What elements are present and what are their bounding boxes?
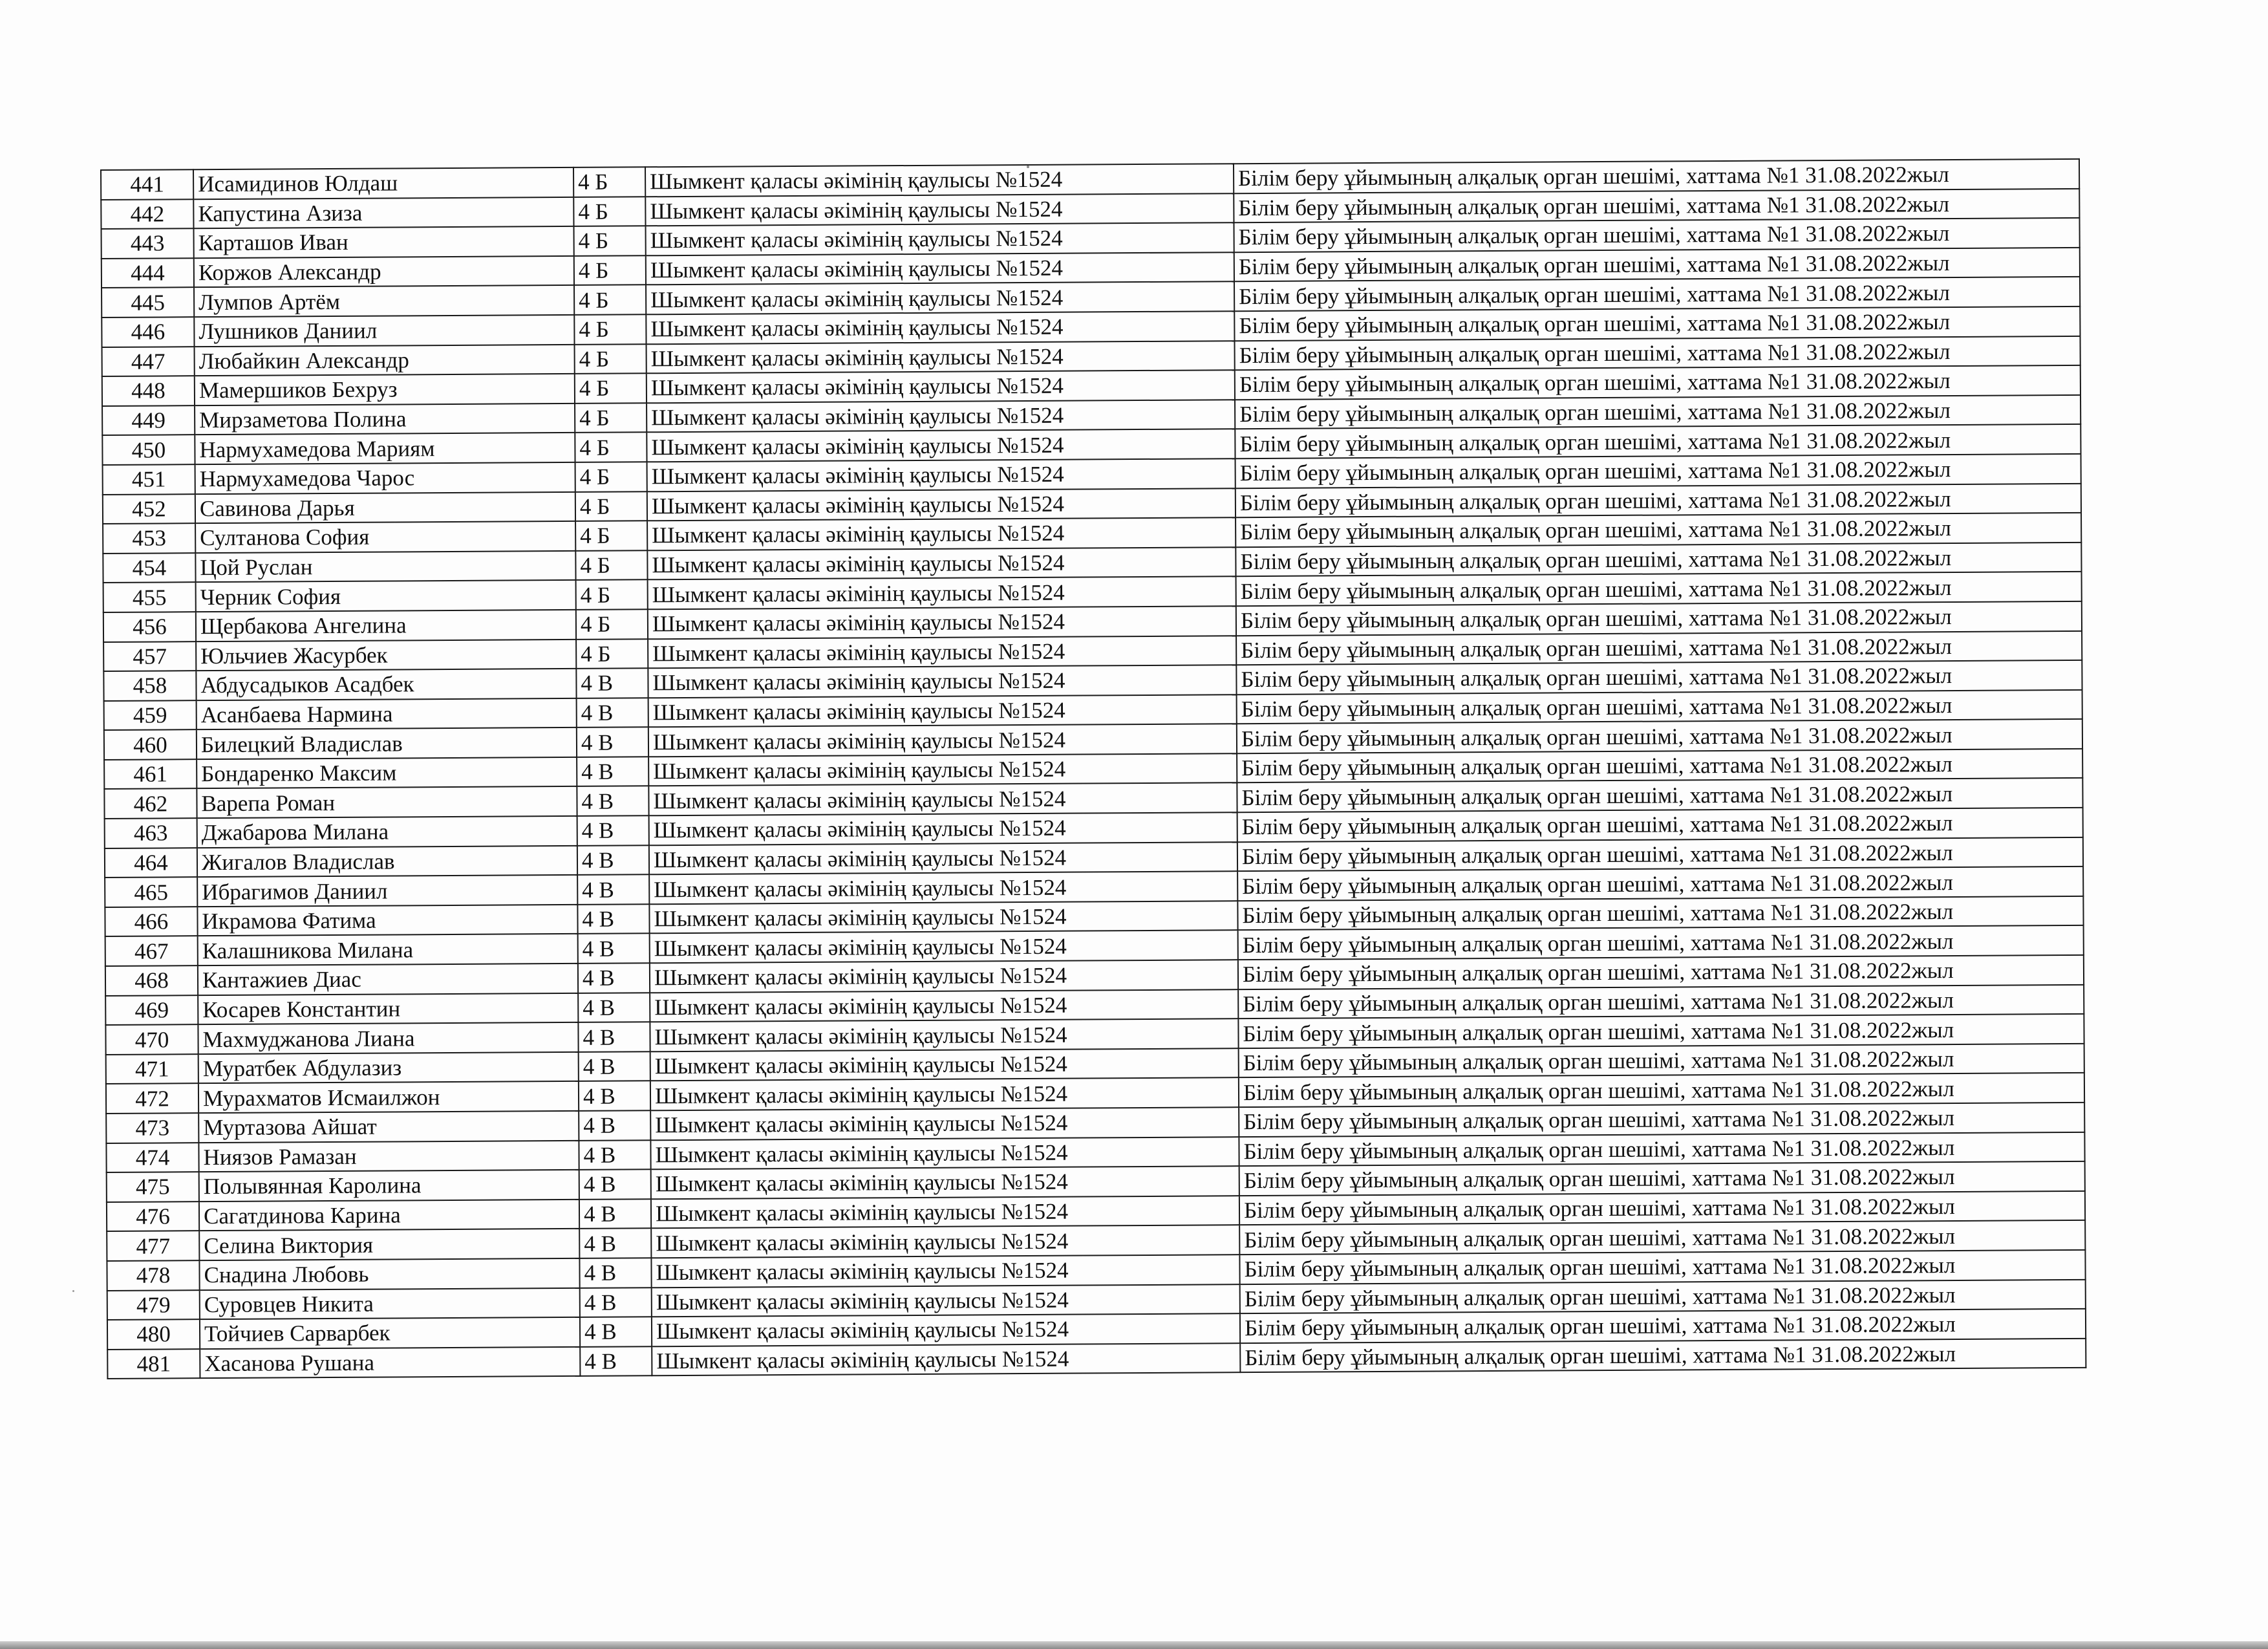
- class-label: 4 В: [579, 1110, 650, 1140]
- scan-speck: [72, 1290, 74, 1292]
- protocol-reference: Білім беру ұйымының алқалық орган шешімі, хаттама №1 31.08.2022жыл: [1239, 1132, 2084, 1166]
- student-name: Юльчиев Жасурбек: [196, 639, 576, 671]
- protocol-reference: Білім беру ұйымының алқалық орган шешімі, хаттама №1 31.08.2022жыл: [1235, 336, 2081, 370]
- row-number: 468: [105, 965, 198, 995]
- student-list-table-wrapper: [100, 158, 2085, 1379]
- class-label: 4 Б: [575, 433, 647, 462]
- class-label: 4 Б: [574, 314, 646, 344]
- student-name: Карташов Иван: [194, 226, 574, 258]
- class-label: 4 Б: [575, 403, 647, 433]
- decree-reference: Шымкент қаласы әкімінің қаулысы №1524: [650, 931, 1238, 964]
- row-number: 448: [102, 376, 195, 405]
- row-number: 480: [107, 1319, 200, 1349]
- class-label: 4 В: [580, 1346, 652, 1376]
- class-label: 4 В: [577, 875, 649, 905]
- decree-reference: Шымкент қаласы әкімінің қаулысы №1524: [648, 695, 1237, 727]
- student-name: Сагатдинова Карина: [199, 1200, 579, 1231]
- protocol-reference: Білім беру ұйымының алқалық орган шешімі, хаттама №1 31.08.2022жыл: [1236, 513, 2081, 547]
- student-name: Селина Виктория: [199, 1229, 579, 1260]
- class-label: 4 Б: [574, 226, 646, 255]
- row-number: 463: [105, 818, 197, 848]
- row-number: 441: [101, 169, 193, 199]
- student-name: Нармухамедова Мариям: [195, 433, 575, 464]
- row-number: 453: [103, 523, 195, 553]
- student-name: Асанбаева Нармина: [197, 698, 577, 730]
- class-label: 4 В: [576, 668, 648, 698]
- student-name: Черник София: [196, 580, 576, 612]
- row-number: 473: [106, 1113, 198, 1143]
- class-label: 4 Б: [575, 344, 647, 374]
- class-label: 4 В: [579, 1229, 651, 1258]
- decree-reference: Шымкент қаласы әкімінің қаулысы №1524: [646, 311, 1234, 344]
- decree-reference: Шымкент қаласы әкімінің қаулысы №1524: [652, 1313, 1240, 1346]
- student-name: Кантажиев Диас: [198, 964, 578, 995]
- student-name: Косарев Константин: [198, 993, 578, 1025]
- row-number: 446: [102, 317, 194, 347]
- decree-reference: Шымкент қаласы әкімінің қаулысы №1524: [647, 488, 1236, 521]
- row-number: 478: [107, 1260, 199, 1290]
- class-label: 4 В: [579, 1258, 651, 1288]
- student-name: Исамидинов Юлдаш: [193, 167, 573, 199]
- row-number: 470: [105, 1024, 198, 1054]
- class-label: 4 В: [577, 815, 649, 845]
- student-name: Махмуджанова Лиана: [198, 1022, 578, 1054]
- student-name: Щербакова Ангелина: [196, 610, 576, 641]
- decree-reference: Шымкент қаласы әкімінің қаулысы №1524: [651, 1255, 1239, 1288]
- class-label: 4 В: [579, 1051, 650, 1081]
- row-number: 458: [103, 671, 196, 700]
- decree-reference: Шымкент қаласы әкімінің қаулысы №1524: [651, 1166, 1239, 1199]
- protocol-reference: Білім беру ұйымының алқалық орган шешімі, хаттама №1 31.08.2022жыл: [1239, 1250, 2085, 1284]
- row-number: 474: [106, 1143, 198, 1172]
- decree-reference: Шымкент қаласы әкімінің қаулысы №1524: [648, 724, 1237, 757]
- decree-reference: Шымкент қаласы әкімінің қаулысы №1524: [645, 193, 1234, 226]
- row-number: 464: [105, 848, 197, 878]
- protocol-reference: Білім беру ұйымының алқалық орган шешімі, хаттама №1 31.08.2022жыл: [1236, 572, 2082, 606]
- decree-reference: Шымкент қаласы әкімінің қаулысы №1524: [651, 1196, 1239, 1229]
- decree-reference: Шымкент қаласы әкімінің қаулысы №1524: [650, 989, 1238, 1022]
- protocol-reference: Білім беру ұйымының алқалық орган шешімі, хаттама №1 31.08.2022жыл: [1236, 454, 2081, 488]
- protocol-reference: Білім беру ұйымының алқалық орган шешімі, хаттама №1 31.08.2022жыл: [1239, 1073, 2084, 1107]
- protocol-reference: Білім беру ұйымының алқалық орган шешімі, хаттама №1 31.08.2022жыл: [1236, 543, 2081, 577]
- decree-reference: Шымкент қаласы әкімінің қаулысы №1524: [647, 429, 1235, 462]
- student-name: Икрамова Фатима: [197, 905, 577, 936]
- row-number: 442: [101, 199, 193, 229]
- protocol-reference: Білім беру ұйымының алқалық орган шешімі, хаттама №1 31.08.2022жыл: [1239, 1044, 2084, 1078]
- row-number: 452: [103, 494, 195, 524]
- class-label: 4 Б: [575, 521, 647, 550]
- class-label: 4 Б: [575, 462, 647, 491]
- row-number: 469: [105, 995, 198, 1025]
- class-label: 4 Б: [576, 639, 648, 669]
- class-label: 4 Б: [575, 550, 647, 580]
- protocol-reference: Білім беру ұйымының алқалық орган шешімі, хаттама №1 31.08.2022жыл: [1237, 778, 2082, 812]
- protocol-reference: Білім беру ұйымының алқалық орган шешімі, хаттама №1 31.08.2022жыл: [1235, 395, 2081, 429]
- class-label: 4 В: [577, 904, 649, 934]
- student-name: Лумпов Артём: [194, 285, 574, 317]
- student-name: Суровцев Никита: [200, 1288, 580, 1319]
- class-label: 4 В: [578, 1022, 650, 1051]
- student-name: Коржов Александр: [194, 256, 574, 288]
- protocol-reference: Білім беру ұйымының алқалық орган шешімі, хаттама №1 31.08.2022жыл: [1236, 660, 2082, 695]
- protocol-reference: Білім беру ұйымының алқалық орган шешімі, хаттама №1 31.08.2022жыл: [1237, 690, 2082, 724]
- protocol-reference: Білім беру ұйымының алқалық орган шешімі, хаттама №1 31.08.2022жыл: [1240, 1279, 2086, 1313]
- row-number: 443: [102, 228, 194, 258]
- row-number: 476: [107, 1202, 199, 1231]
- class-label: 4 В: [578, 993, 650, 1022]
- row-number: 457: [103, 641, 196, 671]
- student-name: Билецкий Владислав: [197, 727, 577, 759]
- scan-bottom-edge: [0, 1641, 2268, 1649]
- class-label: 4 Б: [576, 580, 648, 610]
- row-number: 467: [105, 936, 198, 966]
- class-label: 4 В: [580, 1317, 652, 1346]
- row-number: 460: [104, 729, 197, 759]
- row-number: 445: [102, 288, 194, 318]
- class-label: 4 В: [579, 1140, 650, 1170]
- decree-reference: Шымкент қаласы әкімінің қаулысы №1524: [648, 606, 1236, 639]
- class-label: 4 В: [578, 934, 650, 964]
- protocol-reference: Білім беру ұйымының алқалық орган шешімі, хаттама №1 31.08.2022жыл: [1238, 955, 2084, 989]
- row-number: 450: [102, 435, 195, 465]
- class-label: 4 Б: [573, 197, 645, 226]
- decree-reference: Шымкент қаласы әкімінің қаулысы №1524: [648, 577, 1236, 610]
- row-number: 471: [106, 1054, 198, 1084]
- student-name: Мурахматов Исмаилжон: [198, 1081, 579, 1113]
- protocol-reference: Білім беру ұйымының алқалық орган шешімі, хаттама №1 31.08.2022жыл: [1236, 483, 2081, 517]
- decree-reference: Шымкент қаласы әкімінің қаулысы №1524: [651, 1225, 1239, 1258]
- student-name: Полывянная Каролина: [199, 1170, 579, 1202]
- class-label: 4 Б: [574, 255, 646, 285]
- protocol-reference: Білім беру ұйымының алқалық орган шешімі, хаттама №1 31.08.2022жыл: [1238, 925, 2084, 960]
- class-label: 4 Б: [574, 285, 646, 315]
- class-label: 4 В: [579, 1169, 651, 1199]
- student-name: Тойчиев Сарварбек: [200, 1317, 580, 1349]
- row-number: 462: [104, 789, 197, 819]
- student-name: Мамершиков Бехруз: [195, 374, 575, 405]
- class-label: 4 В: [579, 1199, 651, 1229]
- student-name: Ибрагимов Даниил: [197, 875, 577, 907]
- class-label: 4 Б: [575, 491, 647, 521]
- decree-reference: Шымкент қаласы әкімінің қаулысы №1524: [652, 1343, 1240, 1376]
- protocol-reference: Білім беру ұйымының алқалық орган шешімі, хаттама №1 31.08.2022жыл: [1239, 1103, 2084, 1137]
- decree-reference: Шымкент қаласы әкімінің қаулысы №1524: [646, 222, 1234, 255]
- row-number: 455: [103, 582, 196, 612]
- class-label: 4 В: [580, 1288, 652, 1317]
- decree-reference: Шымкент қаласы әкімінің қаулысы №1524: [648, 753, 1237, 786]
- decree-reference: Шымкент қаласы әкімінің қаулысы №1524: [650, 1137, 1239, 1170]
- protocol-reference: Білім беру ұйымының алқалық орган шешімі, хаттама №1 31.08.2022жыл: [1235, 424, 2081, 458]
- protocol-reference: Білім беру ұйымының алқалық орган шешімі, хаттама №1 31.08.2022жыл: [1234, 218, 2079, 252]
- class-label: 4 Б: [575, 373, 647, 403]
- row-number: 454: [103, 553, 195, 583]
- student-name: Лушников Даниил: [194, 315, 574, 347]
- student-name: Любайкин Александр: [195, 344, 575, 376]
- table-body: [101, 159, 2086, 1379]
- protocol-reference: Білім беру ұйымының алқалық орган шешімі, хаттама №1 31.08.2022жыл: [1239, 1161, 2085, 1196]
- decree-reference: Шымкент қаласы әкімінің қаулысы №1524: [649, 842, 1237, 875]
- class-label: 4 В: [577, 698, 648, 727]
- row-number: 475: [107, 1172, 199, 1202]
- row-number: 477: [107, 1231, 199, 1261]
- row-number: 459: [104, 700, 197, 730]
- protocol-reference: Білім беру ұйымының алқалық орган шешімі, хаттама №1 31.08.2022жыл: [1237, 749, 2082, 783]
- decree-reference: Шымкент қаласы әкімінің қаулысы №1524: [645, 164, 1234, 197]
- protocol-reference: Білім беру ұйымының алқалық орган шешімі, хаттама №1 31.08.2022жыл: [1234, 188, 2079, 222]
- class-label: 4 Б: [576, 609, 648, 639]
- decree-reference: Шымкент қаласы әкімінің қаулысы №1524: [649, 812, 1237, 845]
- decree-reference: Шымкент қаласы әкімінің қаулысы №1524: [648, 665, 1236, 698]
- student-name: Ниязов Рамазан: [198, 1140, 579, 1172]
- row-number: 472: [106, 1084, 198, 1114]
- protocol-reference: Білім беру ұйымының алқалық орган шешімі, хаттама №1 31.08.2022жыл: [1234, 307, 2080, 341]
- student-name: Абдусадыков Асадбек: [196, 669, 576, 700]
- student-name: Хасанова Рушана: [200, 1347, 580, 1379]
- protocol-reference: Білім беру ұйымының алқалық орган шешімі, хаттама №1 31.08.2022жыл: [1239, 1191, 2085, 1225]
- decree-reference: Шымкент қаласы әкімінің қаулысы №1524: [649, 901, 1237, 934]
- decree-reference: Шымкент қаласы әкімінің қаулысы №1524: [652, 1284, 1240, 1317]
- decree-reference: Шымкент қаласы әкімінің қаулысы №1524: [647, 458, 1236, 491]
- student-name: Муратбек Абдулазиз: [198, 1052, 579, 1084]
- student-list-table: [100, 158, 2086, 1379]
- protocol-reference: Білім беру ұйымының алқалық орган шешімі, хаттама №1 31.08.2022жыл: [1237, 837, 2083, 872]
- decree-reference: Шымкент қаласы әкімінің қаулысы №1524: [647, 517, 1236, 550]
- row-number: 444: [102, 258, 194, 288]
- protocol-reference: Білім беру ұйымының алқалық орган шешімі, хаттама №1 31.08.2022жыл: [1236, 601, 2082, 636]
- decree-reference: Шымкент қаласы әкімінің қаулысы №1524: [648, 636, 1236, 669]
- row-number: 481: [107, 1349, 200, 1379]
- student-name: Цой Руслан: [195, 551, 575, 583]
- decree-reference: Шымкент қаласы әкімінің қаулысы №1524: [646, 252, 1234, 285]
- decree-reference: Шымкент қаласы әкімінің қаулысы №1524: [647, 547, 1236, 580]
- decree-reference: Шымкент қаласы әкімінің қаулысы №1524: [650, 960, 1238, 993]
- student-name: Капустина Азиза: [193, 197, 573, 229]
- protocol-reference: Білім беру ұйымының алқалық орган шешімі, хаттама №1 31.08.2022жыл: [1237, 808, 2083, 842]
- student-name: Нармухамедова Чарос: [195, 462, 575, 494]
- decree-reference: Шымкент қаласы әкімінің қаулысы №1524: [650, 1107, 1239, 1140]
- protocol-reference: Білім беру ұйымының алқалық орган шешімі, хаттама №1 31.08.2022жыл: [1235, 365, 2081, 400]
- decree-reference: Шымкент қаласы әкімінің қаулысы №1524: [648, 783, 1237, 816]
- class-label: 4 В: [577, 727, 648, 757]
- class-label: 4 В: [579, 1081, 650, 1111]
- protocol-reference: Білім беру ұйымының алқалық орган шешімі, хаттама №1 31.08.2022жыл: [1237, 896, 2083, 931]
- decree-reference: Шымкент қаласы әкімінің қаулысы №1524: [649, 871, 1237, 904]
- protocol-reference: Білім беру ұйымының алқалық орган шешімі, хаттама №1 31.08.2022жыл: [1240, 1309, 2086, 1343]
- protocol-reference: Білім беру ұйымының алқалық орган шешімі, хаттама №1 31.08.2022жыл: [1238, 1014, 2084, 1048]
- row-number: 466: [105, 907, 197, 936]
- decree-reference: Шымкент қаласы әкімінің қаулысы №1524: [647, 400, 1235, 433]
- row-number: 456: [103, 612, 196, 641]
- student-name: Савинова Дарья: [195, 491, 575, 523]
- student-name: Жигалов Владислав: [197, 846, 577, 878]
- protocol-reference: Білім беру ұйымының алқалық орган шешімі, хаттама №1 31.08.2022жыл: [1234, 277, 2080, 311]
- decree-reference: Шымкент қаласы әкімінің қаулысы №1524: [647, 341, 1235, 374]
- protocol-reference: Білім беру ұйымының алқалық орган шешімі, хаттама №1 31.08.2022жыл: [1237, 719, 2082, 753]
- row-number: 447: [102, 347, 195, 376]
- row-number: 451: [103, 464, 195, 494]
- protocol-reference: Білім беру ұйымының алқалық орган шешімі, хаттама №1 31.08.2022жыл: [1238, 985, 2084, 1019]
- decree-reference: Шымкент қаласы әкімінің қаулысы №1524: [650, 1018, 1238, 1051]
- decree-reference: Шымкент қаласы әкімінің қаулысы №1524: [647, 370, 1235, 403]
- decree-reference: Шымкент қаласы әкімінің қаулысы №1524: [650, 1078, 1239, 1111]
- protocol-reference: Білім беру ұйымының алқалық орган шешімі, хаттама №1 31.08.2022жыл: [1240, 1339, 2086, 1373]
- student-name: Султанова София: [195, 521, 575, 553]
- protocol-reference: Білім беру ұйымының алқалық орган шешімі, хаттама №1 31.08.2022жыл: [1234, 159, 2079, 193]
- row-number: 465: [105, 877, 197, 907]
- student-name: Мирзаметова Полина: [195, 404, 575, 435]
- protocol-reference: Білім беру ұйымының алқалық орган шешімі, хаттама №1 31.08.2022жыл: [1236, 630, 2082, 665]
- student-name: Варепа Роман: [197, 786, 577, 818]
- decree-reference: Шымкент қаласы әкімінің қаулысы №1524: [650, 1048, 1239, 1081]
- class-label: 4 Б: [573, 167, 645, 197]
- class-label: 4 В: [577, 845, 649, 875]
- class-label: 4 В: [577, 757, 648, 786]
- protocol-reference: Білім беру ұйымының алқалық орган шешімі, хаттама №1 31.08.2022жыл: [1237, 867, 2083, 901]
- student-name: Бондаренко Максим: [197, 757, 577, 789]
- class-label: 4 В: [577, 786, 648, 816]
- student-name: Джабарова Милана: [197, 816, 577, 848]
- decree-reference: Шымкент қаласы әкімінің қаулысы №1524: [646, 282, 1234, 315]
- row-number: 461: [104, 759, 197, 789]
- student-name: Снадина Любовь: [199, 1258, 579, 1290]
- student-name: Калашникова Милана: [198, 934, 578, 965]
- row-number: 449: [102, 405, 195, 435]
- protocol-reference: Білім беру ұйымының алқалық орган шешімі, хаттама №1 31.08.2022жыл: [1234, 248, 2080, 282]
- protocol-reference: Білім беру ұйымының алқалық орган шешімі, хаттама №1 31.08.2022жыл: [1239, 1220, 2085, 1255]
- student-name: Муртазова Айшат: [198, 1111, 579, 1143]
- class-label: 4 В: [578, 963, 650, 993]
- row-number: 479: [107, 1290, 200, 1320]
